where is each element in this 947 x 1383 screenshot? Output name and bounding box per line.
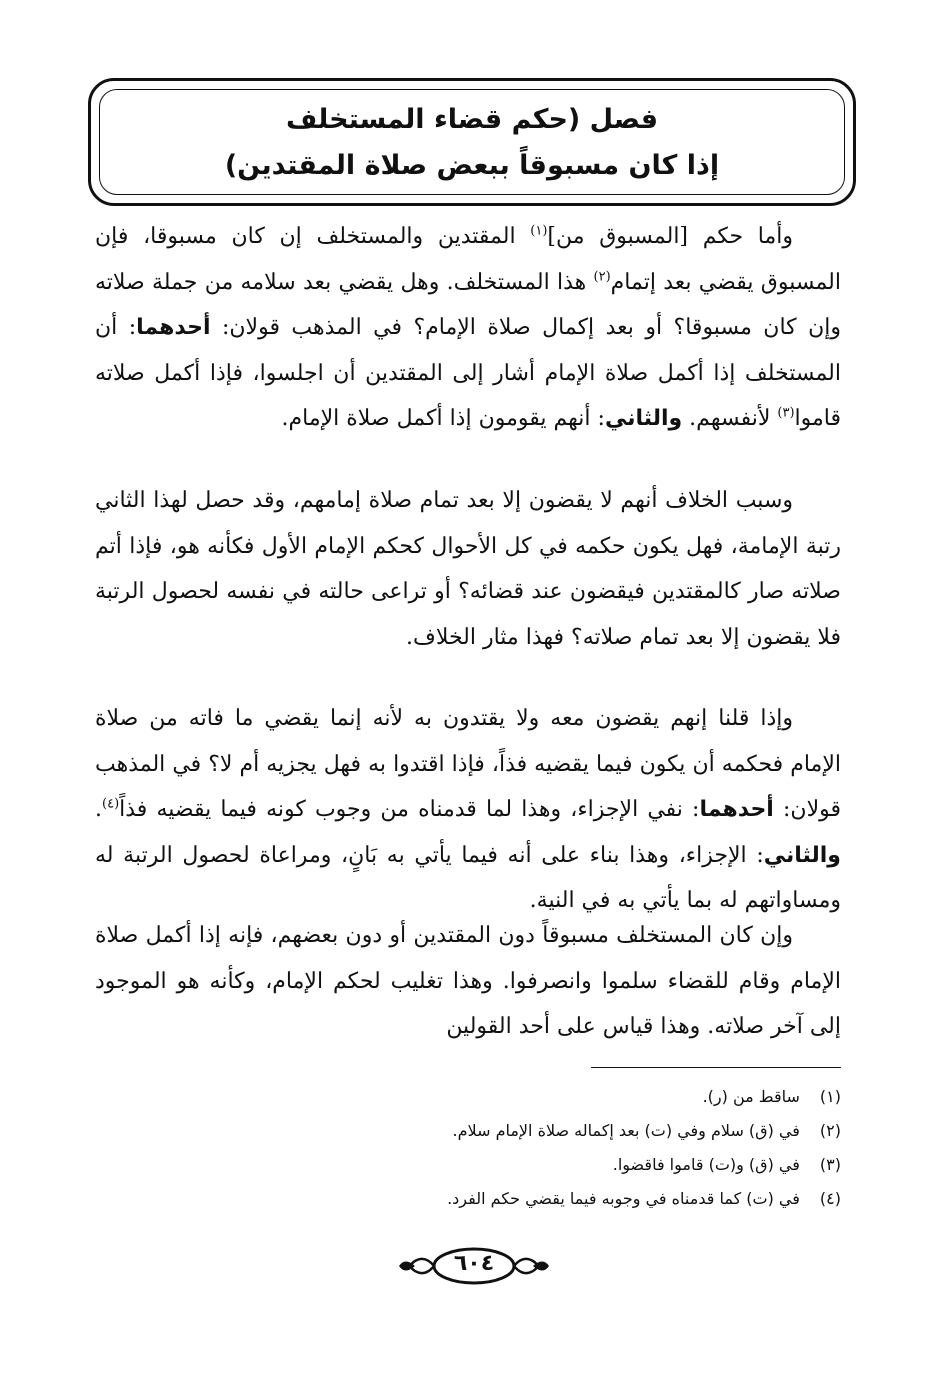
keyword-second-opinion: والثاني xyxy=(604,406,683,431)
footnote-separator xyxy=(591,1067,841,1068)
paragraph-text: هذا المستخلف. وهل يقضي بعد سلامه من جملة صلاته وإن كان مسبوقا؟ أو بعد إكمال صلاة الإمام؟ في المذهب قولان: xyxy=(95,269,841,340)
footnote-text: ساقط من (ر). xyxy=(702,1087,800,1106)
paragraph-4 xyxy=(95,913,841,1050)
chapter-title-line-1: فصل (حكم قضاء المستخلف xyxy=(285,104,659,135)
footnote-marker-1[interactable]: (١) xyxy=(530,223,548,239)
footnote-number: (٣) xyxy=(819,1155,841,1174)
paragraph-text: لأنفسهم. xyxy=(682,406,778,431)
paragraph-text: : أن المستخلف إذا أكمل صلاة الإمام أشار إلى المقتدين أن اجلسوا، فإذا أكمل صلاته قاموا xyxy=(95,315,841,431)
keyword-second-opinion: والثاني xyxy=(763,842,841,868)
paragraph-2 xyxy=(95,478,841,660)
footnote-1 xyxy=(241,1080,841,1114)
footnote-text: في (ت) كما قدمناه في وجوبه فيما يقضي حكم الفرد. xyxy=(447,1189,800,1208)
footnote-4 xyxy=(241,1182,841,1216)
paragraph-text: : نفي الإجزاء، وهذا لما قدمناه من وجوب كونه فيما يقضيه فذاً xyxy=(119,797,700,822)
paragraph-1 xyxy=(95,214,841,442)
paragraph-3 xyxy=(95,696,841,924)
chapter-title xyxy=(91,97,853,189)
paragraph-text: وإذا قلنا إنهم يقضون معه ولا يقتدون به لأنه إنما يقضي ما فاته من صلاة الإمام فحكمه أن يكون فيما يقضيه فذاً، فإذا اقتدوا به فهل يجزيه أم لا؟ في المذهب قولان: xyxy=(95,706,841,822)
footnote-text: في (ق) سلام وفي (ت) بعد إكماله صلاة الإمام سلام. xyxy=(452,1121,800,1140)
footnote-2 xyxy=(241,1114,841,1148)
footnote-marker-3[interactable]: (٣) xyxy=(777,405,795,421)
page-number-ornament xyxy=(395,1245,553,1287)
footnote-number: (٢) xyxy=(819,1121,841,1140)
paragraph-text: المقتدين والمستخلف إن كان مسبوقا، فإن المسبوق يقضي بعد إتمام xyxy=(95,224,841,295)
chapter-title-frame xyxy=(88,78,856,206)
keyword-first-opinion: أحدهما xyxy=(699,797,774,822)
footnote-number: (٤) xyxy=(819,1189,841,1208)
page-number: ٦٠٤ xyxy=(453,1251,495,1276)
paragraph-text: . xyxy=(95,797,102,822)
footnote-number: (١) xyxy=(819,1087,841,1106)
footnote-marker-2[interactable]: (٢) xyxy=(593,269,611,285)
footnote-text: في (ق) و(ت) قاموا فاقضوا. xyxy=(612,1155,800,1174)
paragraph-text: وسبب الخلاف أنهم لا يقضون إلا بعد تمام صلاة إمامهم، وقد حصل لهذا الثاني رتبة الإمامة، فهل يكون حكمه في كل الأحوال كحكم الإمام الأول فكأنه هو، فإذا أتم صلاته صار كالمقتدين فيقضون عند قضائه؟ أو تراعى حالته في نفسه لحصول الرتبة فلا يقضون إلا بعد تمام صلاته؟ فهذا مثار الخلاف. xyxy=(95,488,841,650)
keyword-first-opinion: أحدهما xyxy=(136,315,211,340)
paragraph-text: : الإجزاء، وهذا بناء على أنه فيما يأتي به بَانٍ، ومراعاة لحصول الرتبة له ومساواتهم له بما يأتي به في النية. xyxy=(95,842,841,913)
chapter-title-line-2: إذا كان مسبوقاً ببعض صلاة المقتدين) xyxy=(224,150,720,181)
footnotes xyxy=(241,1080,841,1216)
paragraph-text: وإن كان المستخلف مسبوقاً دون المقتدين أو دون بعضهم، فإنه إذا أكمل صلاة الإمام وقام للقضاء سلموا وانصرفوا. وهذا تغليب لحكم الإمام، وكأنه هو الموجود إلى آخر صلاته. وهذا قياس على أحد القولين xyxy=(95,923,841,1039)
paragraph-text: : أنهم يقومون إذا أكمل صلاة الإمام. xyxy=(281,406,605,431)
footnote-marker-4[interactable]: (٤) xyxy=(102,796,120,812)
paragraph-text: وأما حكم [المسبوق من] xyxy=(547,224,793,249)
footnote-3 xyxy=(241,1148,841,1182)
